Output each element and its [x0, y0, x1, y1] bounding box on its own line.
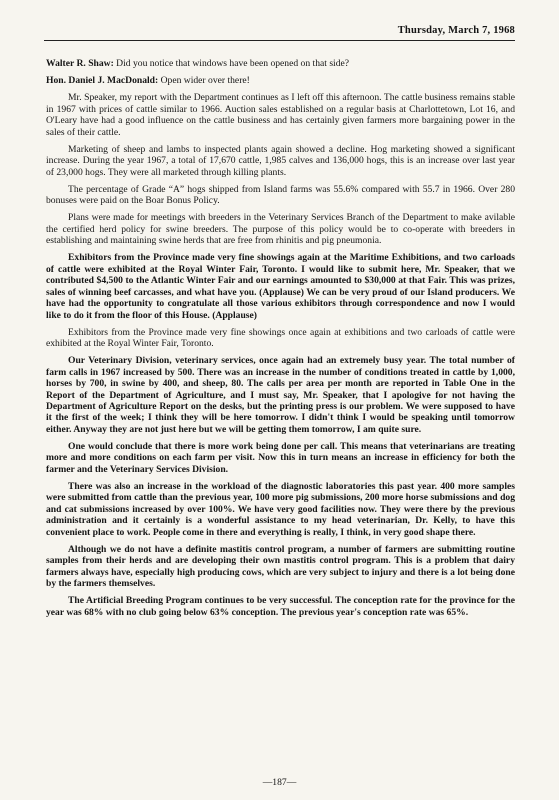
- page-content: [46, 58, 515, 624]
- paragraph-exhibitors: Exhibitors from the Province made very fine showings again at the Maritime Exhibitions, and two carloads of cattle were exhibited at the Royal Winter Fair, Toronto. I would like to submit here, Mr. Speaker, that we contributed $4,500 to the Atlantic Winter Fair and our earnings amounted to $30,000 at that Fair. This was prizes, sales of winning beef carcasses, and what have you. (Applause) We can be very proud of our Island producers. We have had the opportunity to congratulate all those various exhibitors through correspondence and now I would like to do it from the floor of this House. (Applause): [46, 252, 515, 321]
- speech-text: Open wider over there!: [158, 75, 250, 87]
- header-rule: [44, 40, 515, 41]
- exchange-line-macdonald: [46, 75, 515, 86]
- exchange-line-shaw: [46, 58, 515, 69]
- paragraph-cattle-business: Mr. Speaker, my report with the Department continues as I left off this afternoon. The cattle business remains stable in 1967 with prices of cattle similar to 1966. Auction sales established on a regular basis at Charlottetown, Lot 16, and O'Leary have had a good influence on the cattle business and has certainly given farmers more bargaining power in the sales of their cattle.: [46, 92, 515, 138]
- paragraph-exhibitors-repeat: Exhibitors from the Province made very fine showings once again at exhibitions and two carloads of cattle were exhibited at the Royal Winter Fair, Toronto.: [46, 326, 515, 350]
- speaker-name: Hon. Daniel J. MacDonald:: [46, 75, 159, 87]
- page-number: —187—: [262, 777, 297, 788]
- paragraph-marketing: Marketing of sheep and lambs to inspected plants again showed a decline. Hog marketing showed a significant increase. During the year 1967, a total of 17,670 cattle, 1,985 calves and 136,000 hogs, this is an increase over last year of 23,000 hogs. They were all marketed through killing plants.: [46, 143, 515, 178]
- speech-text: Did you notice that windows have been opened on that side?: [113, 58, 350, 69]
- paragraph-grade-a-hogs: The percentage of Grade “A” hogs shipped from Island farms was 55.6% compared with 55.7 in 1966. Over 280 bonuses were paid on the Boar Bonus Policy.: [46, 183, 515, 207]
- paragraph-artificial-breeding: The Artificial Breeding Program continues to be very successful. The conception rate for the province for the year was 68% with no club going below 63% conception. The previous year's conception rate was 65%.: [46, 595, 515, 618]
- paragraph-mastitis: Although we do not have a definite mastitis control program, a number of farmers are submitting routine samples from their herds and are developing their own mastitis control program. This is a problem that dairy farmers always have, especially high producing cows, which are very subject to injury and there is a lot being done by the farmers themselves.: [46, 543, 515, 590]
- paragraph-veterinary-division: Our Veterinary Division, veterinary services, once again had an extremely busy year. The total number of farm calls in 1967 increased by 500. There was an increase in the number of conditions treated in cattle by 1,000, horses by 700, in swine by 400, and sheep, 80. The calls per area per month are reported in Table One in the Report of the Department of Agriculture, and I must say, Mr. Speaker, that I apologive for not having the Department of Agriculture Report on the desks, but the printing press is our problem. We were supposed to have it the first of the week; I think they will be here tomorrow. I didn't think I would be speaking until tomorrow either. Anyway they are not just here but we will be getting them tomorrow, I am quite sure.: [46, 355, 515, 435]
- speaker-name: Walter R. Shaw:: [46, 58, 114, 69]
- running-header-date: Thursday, March 7, 1968: [397, 25, 515, 36]
- paragraph-herd-policy: Plans were made for meetings with breeders in the Veterinary Services Branch of the Department to make avilable the certified herd policy for swine breeders. The purpose of this policy would be to co-operate with breeders in establishing and maintaining swine herds that are free from rhinitis and pig pneumonia.: [46, 212, 515, 247]
- paragraph-work-per-call: One would conclude that there is more work being done per call. This means that veterinarians are treating more and more conditions on each farm per visit. Now this in turn means an increase in efficiency for both the farmer and the Veterinary Services Division.: [46, 440, 515, 475]
- paragraph-diagnostic-labs: There was also an increase in the workload of the diagnostic laboratories this past year. 400 more samples were submitted from cattle than the previous year, 100 more pig submissions, 200 more horse submissions and dog and cat submissions increased by over 100%. We have very good facilities now. They were there by the previous administration and it certainly is a wonderful assistance to my head veterinarian, Dr. Kelly, to have this convenient place to work. People come in there and everything is really, I think, in very good shape there.: [46, 480, 515, 538]
